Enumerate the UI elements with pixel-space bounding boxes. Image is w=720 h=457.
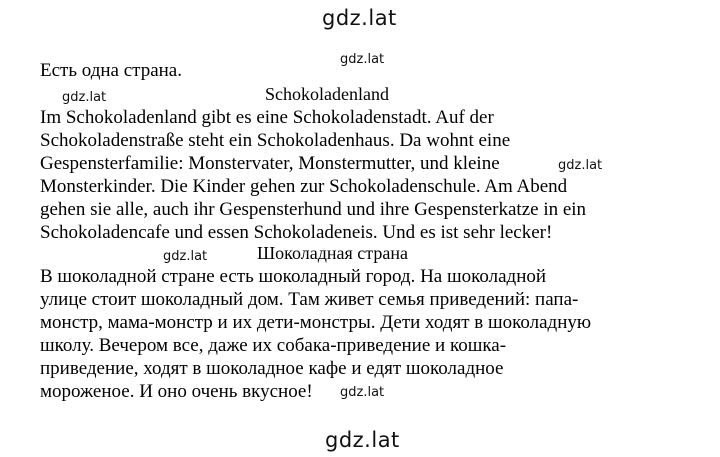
watermark-inline: gdz.lat	[62, 90, 107, 105]
russian-line: монстр, мама-монстр и их дети-монстры. Дети ходят в шоколадную	[40, 312, 592, 333]
german-line: Im Schokoladenland gibt es eine Schokoladenstadt. Auf der	[40, 107, 494, 128]
watermark-bottom: gdz.lat	[325, 428, 400, 452]
german-line: Schokoladenstraße steht ein Schokoladenhaus. Da wohnt eine	[40, 130, 511, 151]
intro-line: Есть одна страна.	[40, 60, 182, 81]
watermark-inline: gdz.lat	[340, 52, 385, 67]
german-line: gehen sie alle, auch ihr Gespensterhund und ihre Gespensterkatze in ein	[40, 199, 587, 220]
watermark-inline: gdz.lat	[558, 158, 603, 173]
watermark-inline: gdz.lat	[163, 249, 208, 264]
german-title: Schokoladenland	[265, 84, 389, 104]
russian-line: мороженое. И оно очень вкусное!	[40, 381, 313, 402]
watermark-inline: gdz.lat	[340, 385, 385, 400]
watermark-top: gdz.lat	[322, 6, 397, 30]
german-line: Gespensterfamilie: Monstervater, Monstermutter, und kleine	[40, 153, 500, 174]
german-line: Schokoladencafe und essen Schokoladeneis. Und es ist sehr lecker!	[40, 222, 553, 243]
russian-line: улице стоит шоколадный дом. Там живет семья приведений: папа-	[40, 289, 579, 310]
russian-line: приведение, ходят в шоколадное кафе и едят шоколадное	[40, 358, 504, 379]
russian-line: В шоколадной стране есть шоколадный город. На шоколадной	[40, 266, 547, 287]
russian-line: школу. Вечером все, даже их собака-приведение и кошка-	[40, 335, 507, 356]
russian-title: Шоколадная страна	[257, 243, 408, 263]
german-line: Monsterkinder. Die Kinder gehen zur Schokoladenschule. Am Abend	[40, 176, 568, 197]
